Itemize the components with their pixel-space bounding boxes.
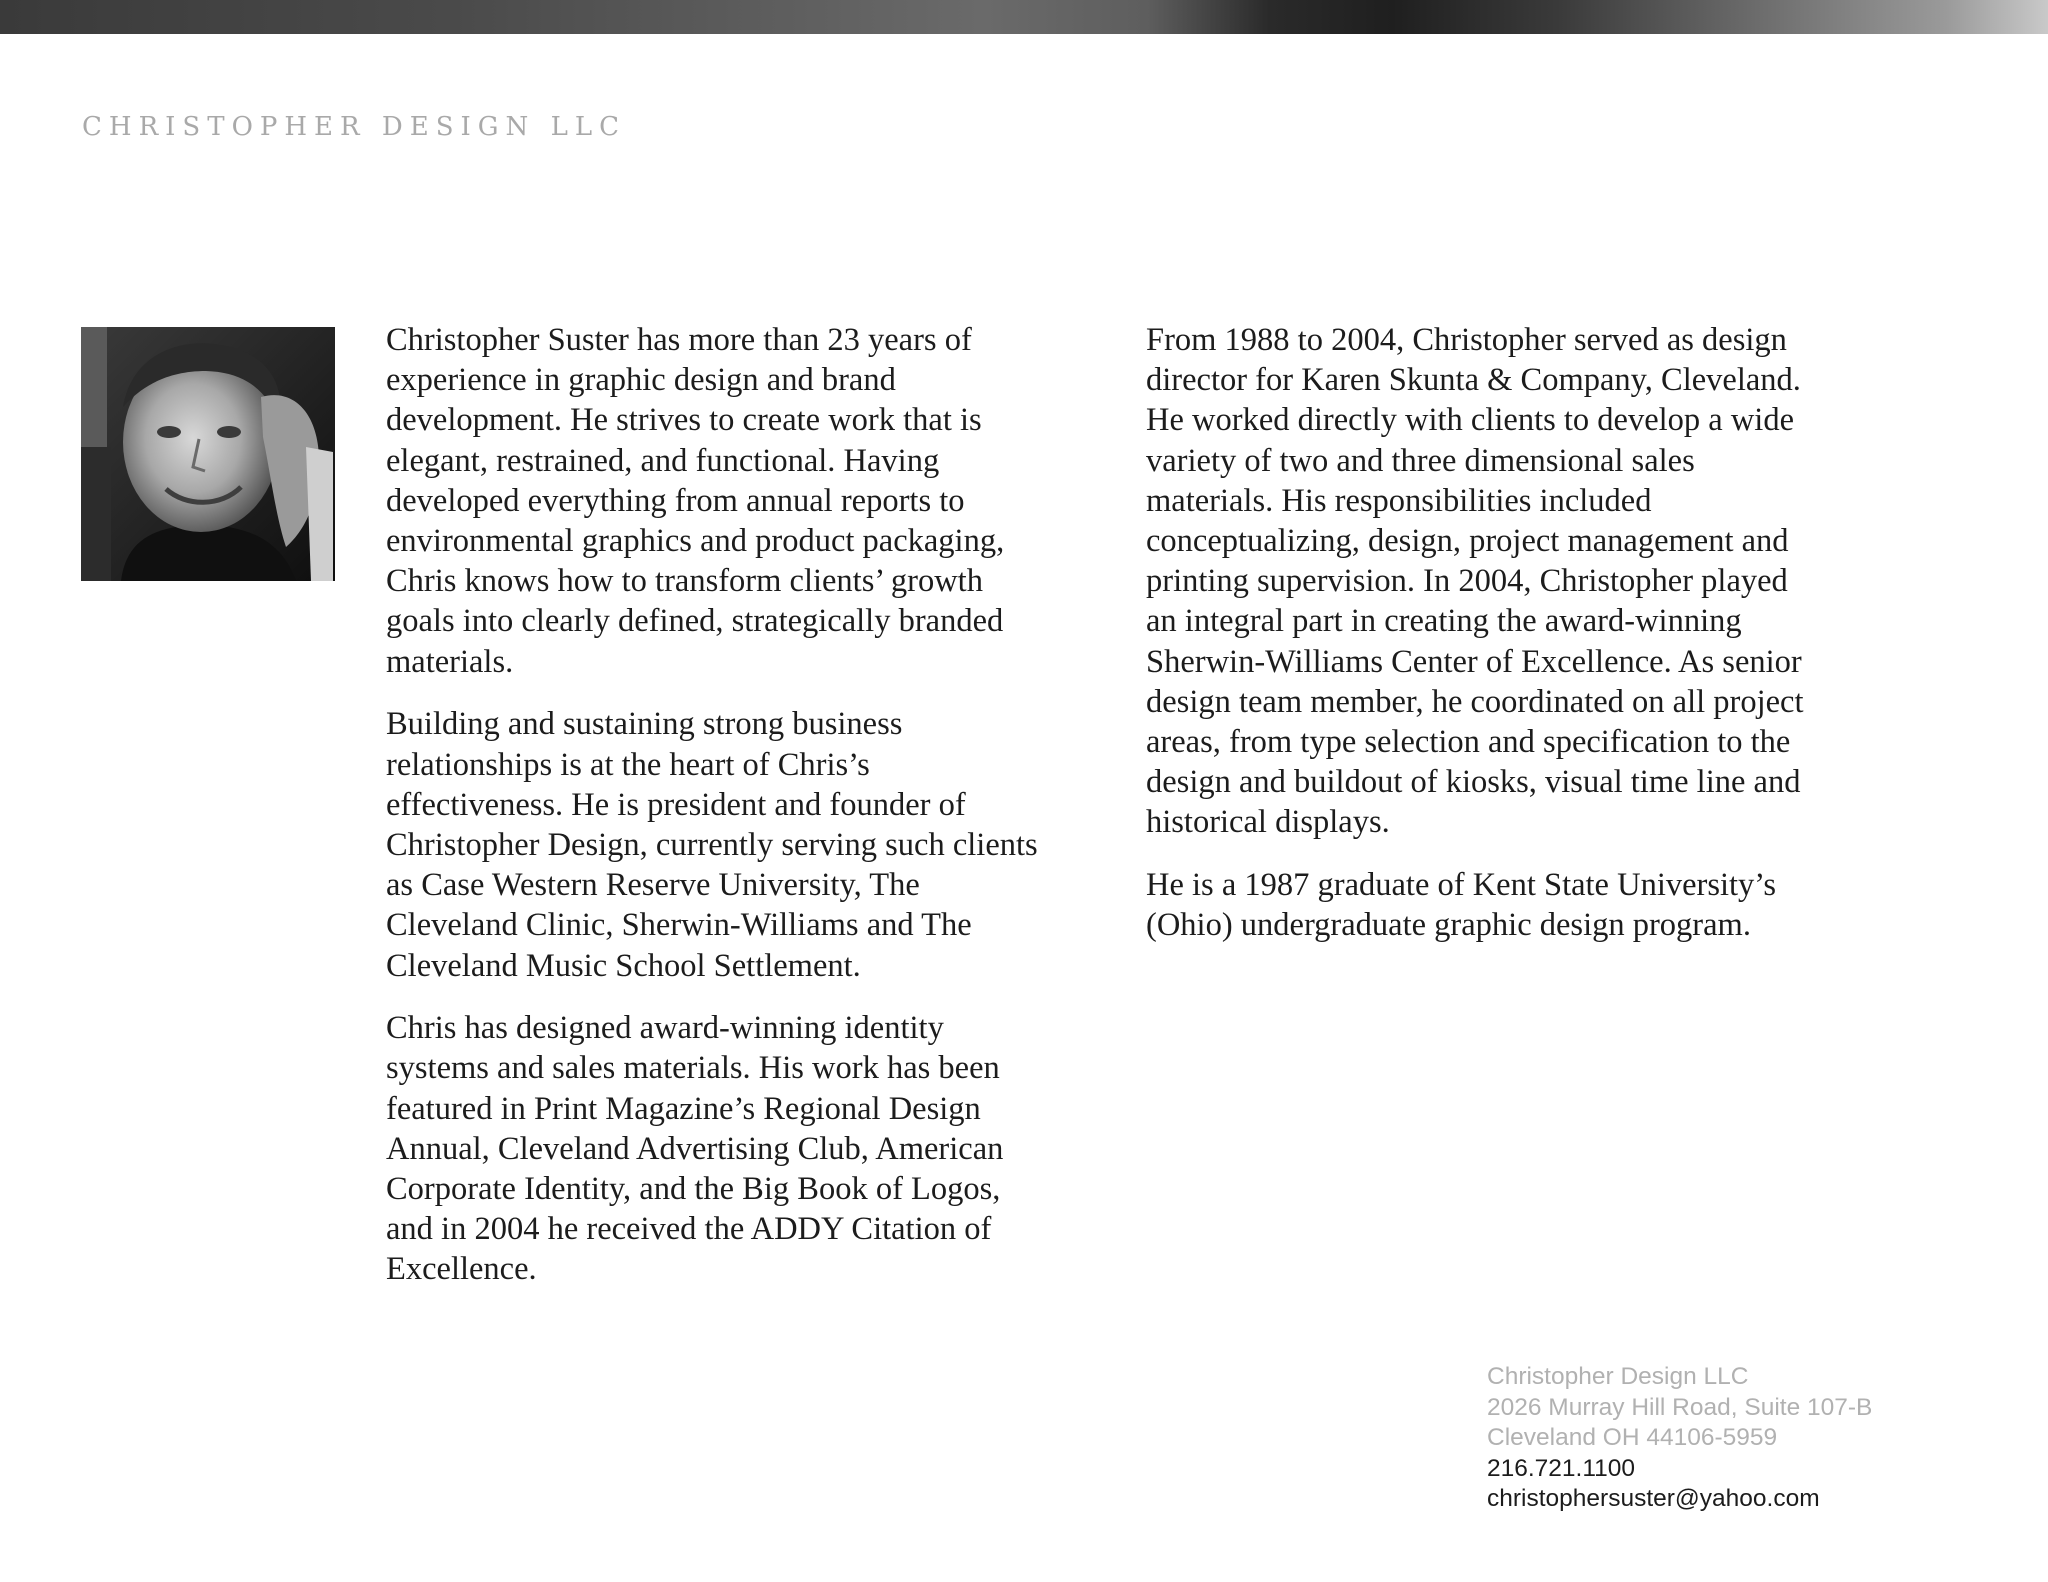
contact-address-line1: 2026 Murray Hill Road, Suite 107-B (1487, 1393, 1873, 1421)
contact-block (1487, 1362, 1872, 1515)
bio-paragraph: Christopher Suster has more than 23 years of experience in graphic design and brand development. He strives to create work that is elegant, restrained, and functional. Having developed everything from annual reports to environmental graphics and product packaging, Chris knows how to transform clients’ growth goals into clearly defined, strategically branded materials. (386, 322, 1005, 680)
bio-paragraph: Chris has designed award-winning identity systems and sales materials. His work has been featured in Print Magazine’s Regional Design Annual, Cleveland Advertising Club, American Corporate Identity, and the Big Book of Logos, and in 2004 he received the ADDY Citation of Excellence. (386, 1010, 1004, 1288)
contact-company: Christopher Design LLC (1487, 1363, 1749, 1390)
contact-email[interactable]: christophersuster@yahoo.com (1487, 1485, 1820, 1512)
bio-paragraph: From 1988 to 2004, Christopher served as design director for Karen Skunta & Company, Cleveland. He worked directly with clients to develop a wide variety of two and three dimensional sales materials. His responsibilities included conceptualizing, design, project management and printing supervision. In 2004, Christopher played an integral part in creating the award-winning Sherwin-Williams Center of Excellence. As senior design team member, he coordinated on all project areas, from type selection and specification to the design and buildout of kiosks, visual time line and historical displays. (1146, 322, 1804, 841)
bio-right-column (1146, 320, 1806, 968)
portrait-photo (81, 327, 335, 581)
bio-paragraph: Building and sustaining strong business relationships is at the heart of Chris’s effectiveness. He is president and founder of Christopher Design, currently serving such clients as Case Western Reserve University, The Cleveland Clinic, Sherwin-Williams and The Cleveland Music School Settlement. (386, 706, 1038, 984)
bio-left-column (386, 320, 1046, 1312)
bio-paragraph: He is a 1987 graduate of Kent State University’s (Ohio) undergraduate graphic design program. (1146, 867, 1776, 944)
top-gradient-bar (0, 0, 2048, 34)
portrait-photo-icon (81, 327, 335, 581)
contact-address-line2: Cleveland OH 44106-5959 (1487, 1424, 1778, 1451)
contact-phone[interactable]: 216.721.1100 (1487, 1454, 1636, 1482)
brand-wordmark: CHRISTOPHER DESIGN LLC (82, 112, 626, 142)
